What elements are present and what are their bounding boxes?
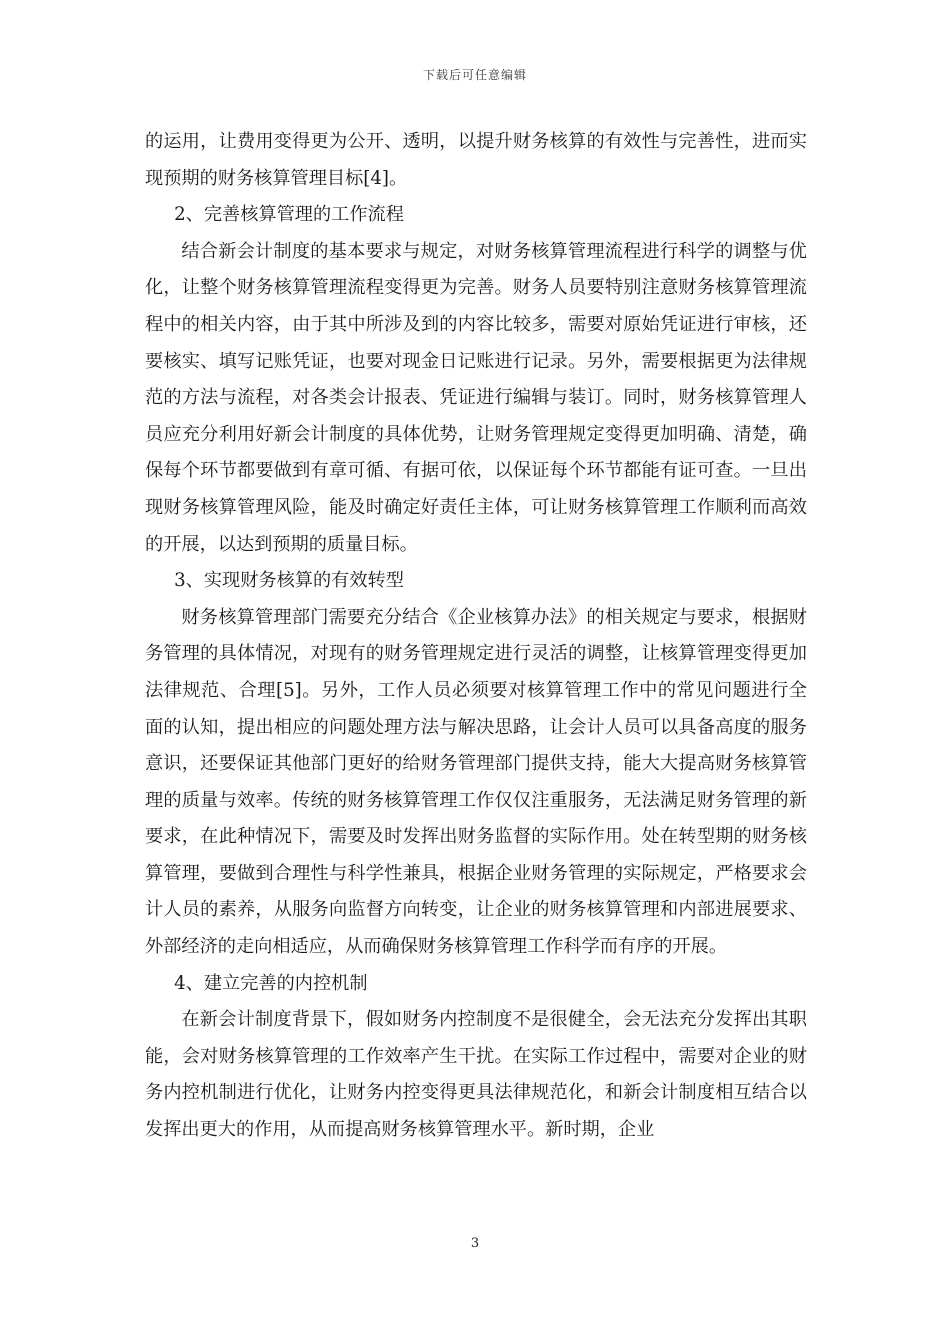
section-heading-4: 4、建立完善的内控机制 (174, 972, 368, 994)
paragraph-internal-control: 在新会计制度背景下，假如财务内控制度不是很健全，会无法充分发挥出其职能，会对财务核算管理的工作效率产生干扰。在实际工作过程中，需要对企业的财务内控机制进行优化，让财务内控变得更具法律规范化，和新会计制度相互结合以发挥出更大的作用，从而提高财务核算管理水平。新时期，企业 (145, 1009, 807, 1141)
paragraph-continuation: 的运用，让费用变得更为公开、透明，以提升财务核算的有效性与完善性，进而实现预期的财务核算管理目标[4]。 (145, 131, 807, 189)
paragraph-workflow: 结合新会计制度的基本要求与规定，对财务核算管理流程进行科学的调整与优化，让整个财务核算管理流程变得更为完善。财务人员要特别注意财务核算管理流程中的相关内容，由于其中所涉及到的内容比较多，需要对原始凭证进行审核，还要核实、填写记账凭证，也要对现金日记账进行记录。另外，需要根据更为法律规范的方法与流程，对各类会计报表、凭证进行编辑与装订。同时，财务核算管理人员应充分利用好新会计制度的具体优势，让财务管理规定变得更加明确、清楚，确保每个环节都要做到有章可循、有据可依，以保证每个环节都能有证可查。一旦出现财务核算管理风险，能及时确定好责任主体，可让财务核算管理工作顺利而高效的开展，以达到预期的质量目标。 (145, 240, 807, 555)
section-heading-3: 3、实现财务核算的有效转型 (174, 570, 404, 592)
section-heading-2: 2、完善核算管理的工作流程 (174, 204, 404, 226)
body-text (145, 124, 807, 1149)
paragraph-transformation: 财务核算管理部门需要充分结合《企业核算办法》的相关规定与要求，根据财务管理的具体情况，对现有的财务管理规定进行灵活的调整，让核算管理变得更加法律规范、合理[5]。另外，工作人员必须要对核算管理工作中的常见问题进行全面的认知，提出相应的问题处理方法与解决思路，让会计人员可以具备高度的服务意识，还要保证其他部门更好的给财务管理部门提供支持，能大大提高财务核算管理的质量与效率。传统的财务核算管理工作仅仅注重服务，无法满足财务管理的新要求，在此种情况下，需要及时发挥出财务监督的实际作用。处在转型期的财务核算管理，要做到合理性与科学性兼具，根据企业财务管理的实际规定，严格要求会计人员的素养，从服务向监督方向转变，让企业的财务核算管理和内部进展要求、外部经济的走向相适应，从而确保财务核算管理工作科学而有序的开展。 (145, 606, 807, 958)
page-number: 3 (470, 1236, 480, 1251)
header-note: 下载后可任意编辑 (422, 68, 527, 82)
